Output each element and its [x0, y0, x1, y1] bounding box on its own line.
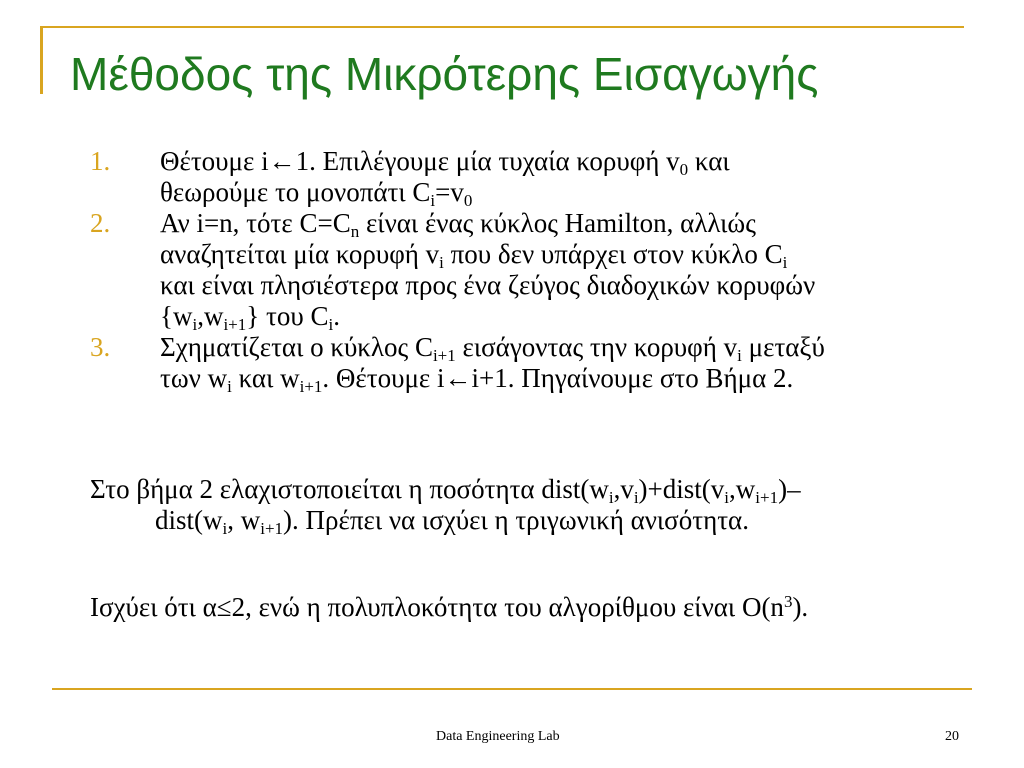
frame-top-rule: [40, 26, 964, 28]
note-line: Ισχύει ότι α≤2, ενώ η πολυπλοκότητα του αλγορίθμου είναι $O(n^3)$.: [90, 592, 809, 622]
slide-title: Μέθοδος της Μικρότερης Εισαγωγής: [70, 48, 819, 100]
page-number: 20: [945, 729, 959, 744]
step-line: Αν i=n, τότε $C=C_n$ είναι ένας κύκλος Hamilton, αλλιώς: [160, 208, 756, 241]
step-line: Σχηματίζεται ο κύκλος $C_{i+1}$ εισάγοντας την κορυφή $v_i$ μεταξύ: [160, 332, 825, 365]
step-line: και είναι πλησιέστερα προς ένα ζεύγος διαδοχικών κορυφών: [160, 270, 816, 300]
note-complexity: [90, 592, 1010, 623]
step-1: [90, 146, 1010, 208]
step-number: 3.: [90, 332, 111, 362]
note-line: Στο βήμα 2 ελαχιστοποιείται η ποσότητα $dist(w_i,v_i)+dist(v_i,w_{i+1})-$: [90, 474, 801, 507]
steps-list: [90, 146, 1010, 394]
step-number: 1.: [90, 146, 111, 176]
step-number: 2.: [90, 208, 111, 238]
step-line: $\{w_i,w_{i+1}\}$ του $C_i$.: [160, 301, 340, 334]
step-line: των $w_i$ και $w_{i+1}$. Θέτουμε i←i+1. Πηγαίνουμε στο Βήμα 2.: [160, 363, 794, 396]
note-triangle-inequality: [90, 474, 1010, 536]
frame-left-rule: [40, 26, 43, 94]
footer-rule: [52, 688, 972, 690]
footer-lab-name: Data Engineering Lab: [436, 729, 560, 744]
step-3: [90, 332, 1010, 394]
note-line: $dist(w_i$, $w_{i+1}$). Πρέπει να ισχύει η τριγωνική ανισότητα.: [155, 505, 749, 538]
step-2: [90, 208, 1010, 332]
step-line: θεωρούμε το μονοπάτι $C_i=v_0$: [160, 177, 473, 210]
step-line: Θέτουμε i←1. Επιλέγουμε μία τυχαία κορυφή $v_0$ και: [160, 146, 730, 179]
step-line: αναζητείται μία κορυφή $v_i$ που δεν υπάρχει στον κύκλο $C_i$: [160, 239, 788, 272]
